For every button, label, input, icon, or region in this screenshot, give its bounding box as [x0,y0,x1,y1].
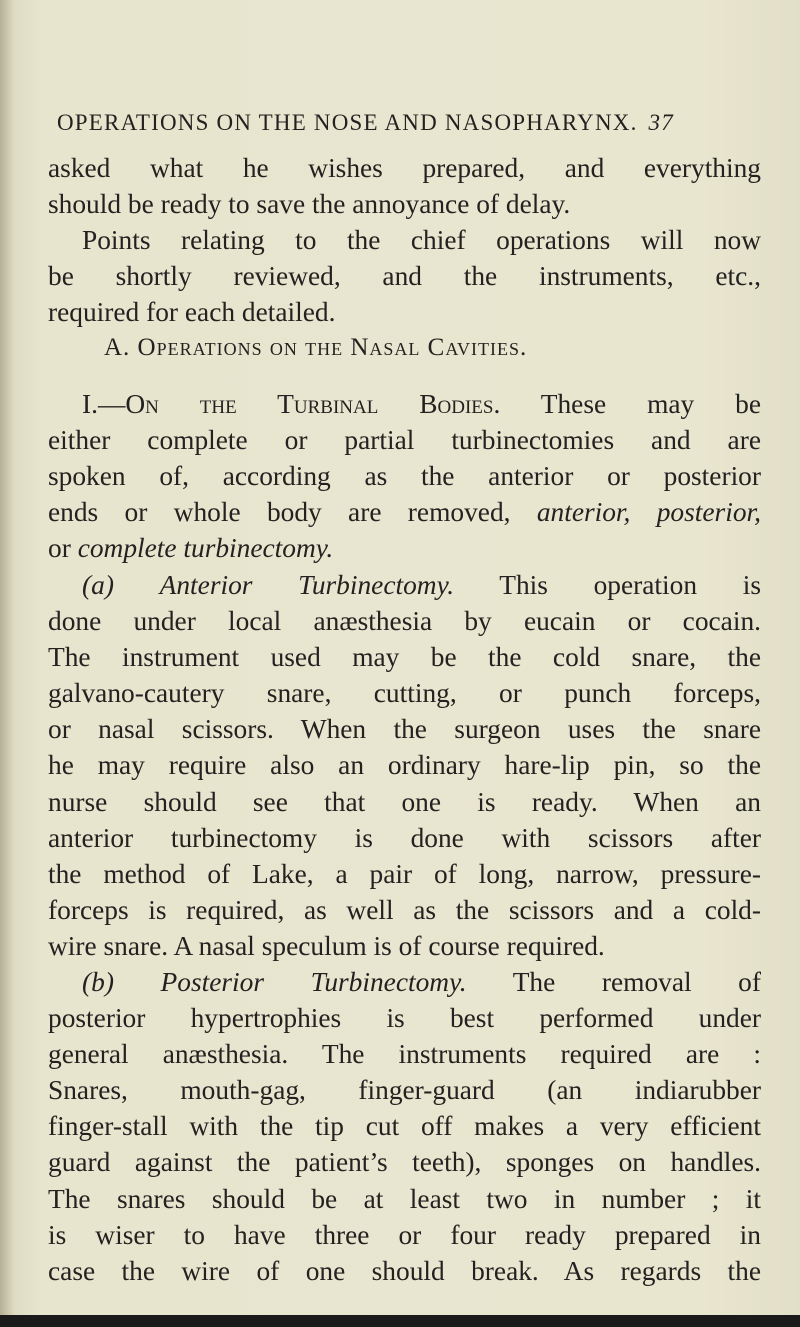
text-line: Snares, mouth-gag, finger-guard (an indiarubber [48,1075,761,1106]
text-line: he may require also an ordinary hare-lip pin, so the [48,750,761,781]
italic-term: complete turbinectomy. [77,533,334,564]
text-line: galvano-cautery snare, cutting, or punch forceps, [48,678,761,709]
part-a-first-line [48,567,761,603]
running-header [57,110,757,136]
text-line: finger-stall with the tip cut off makes a very efficient [48,1111,761,1142]
text-line [48,530,761,566]
text-fragment: This operation is [499,570,761,600]
part-b-posterior-turbinectomy [48,964,761,1289]
subsection-first-line [48,386,761,422]
text-line: be shortly reviewed, and the instruments, etc., [48,261,761,292]
part-a-title: Anterior Turbinectomy. [159,570,455,600]
subsection-turbinal-bodies [48,386,761,566]
text-line: or nasal scissors. When the surgeon uses the snare [48,714,761,745]
text-line: is wiser to have three or four ready prepared in [48,1219,761,1250]
text-line: the method of Lake, a pair of long, narrow, pressure- [48,858,761,889]
text-fragment: These may be [540,389,762,419]
text-fragment: ends or whole body are removed, [48,497,511,528]
paragraph-2 [48,222,761,330]
page-number: 37 [648,110,674,135]
text-fragment: The removal of [512,967,762,997]
text-line: Points relating to the chief operations will now [82,225,761,255]
part-a-marker: (a) [82,570,114,600]
text-line: spoken of, according as the anterior or posterior [48,461,761,492]
text-line: The snares should be at least two in number ; it [48,1183,761,1214]
section-heading: A. Operations on the Nasal Cavities. [104,334,528,361]
text-line: required for each detailed. [48,297,336,328]
part-b-title: Posterior Turbinectomy. [160,967,467,997]
text-line: case the wire of one should break. As regards the [48,1255,761,1286]
running-header-title: OPERATIONS ON THE NOSE AND NASOPHARYNX. [57,110,638,135]
text-line: forceps is required, as well as the scissors and a cold- [48,894,761,925]
part-b-first-line [48,964,761,1000]
text-line: general anæsthesia. The instruments required are : [48,1039,761,1070]
part-b-marker: (b) [82,967,114,997]
text-fragment: or [48,533,71,564]
text-line: anterior turbinectomy is done with scissors after [48,822,761,853]
text-line: The instrument used may be the cold snare, the [48,642,761,673]
paragraph-1 [48,150,761,222]
italic-terms: anterior, posterior, [536,497,761,528]
subsection-label: I.—On the Turbinal Bodies. [82,389,501,419]
text-line: done under local anæsthesia by eucain or cocain. [48,606,761,637]
gutter-shadow [0,0,14,1327]
text-line: either complete or partial turbinectomies and are [48,425,761,456]
text-line [48,494,761,530]
text-line: should be ready to save the annoyance of delay. [48,189,571,220]
text-line: nurse should see that one is ready. When an [48,786,761,817]
text-line: asked what he wishes prepared, and everything [48,153,761,183]
text-line: posterior hypertrophies is best performed under [48,1003,761,1034]
text-line: guard against the patient’s teeth), sponges on handles. [48,1147,761,1178]
part-a-anterior-turbinectomy [48,567,761,964]
page-bottom-edge [0,1315,800,1327]
text-line: wire snare. A nasal speculum is of course required. [48,930,605,961]
